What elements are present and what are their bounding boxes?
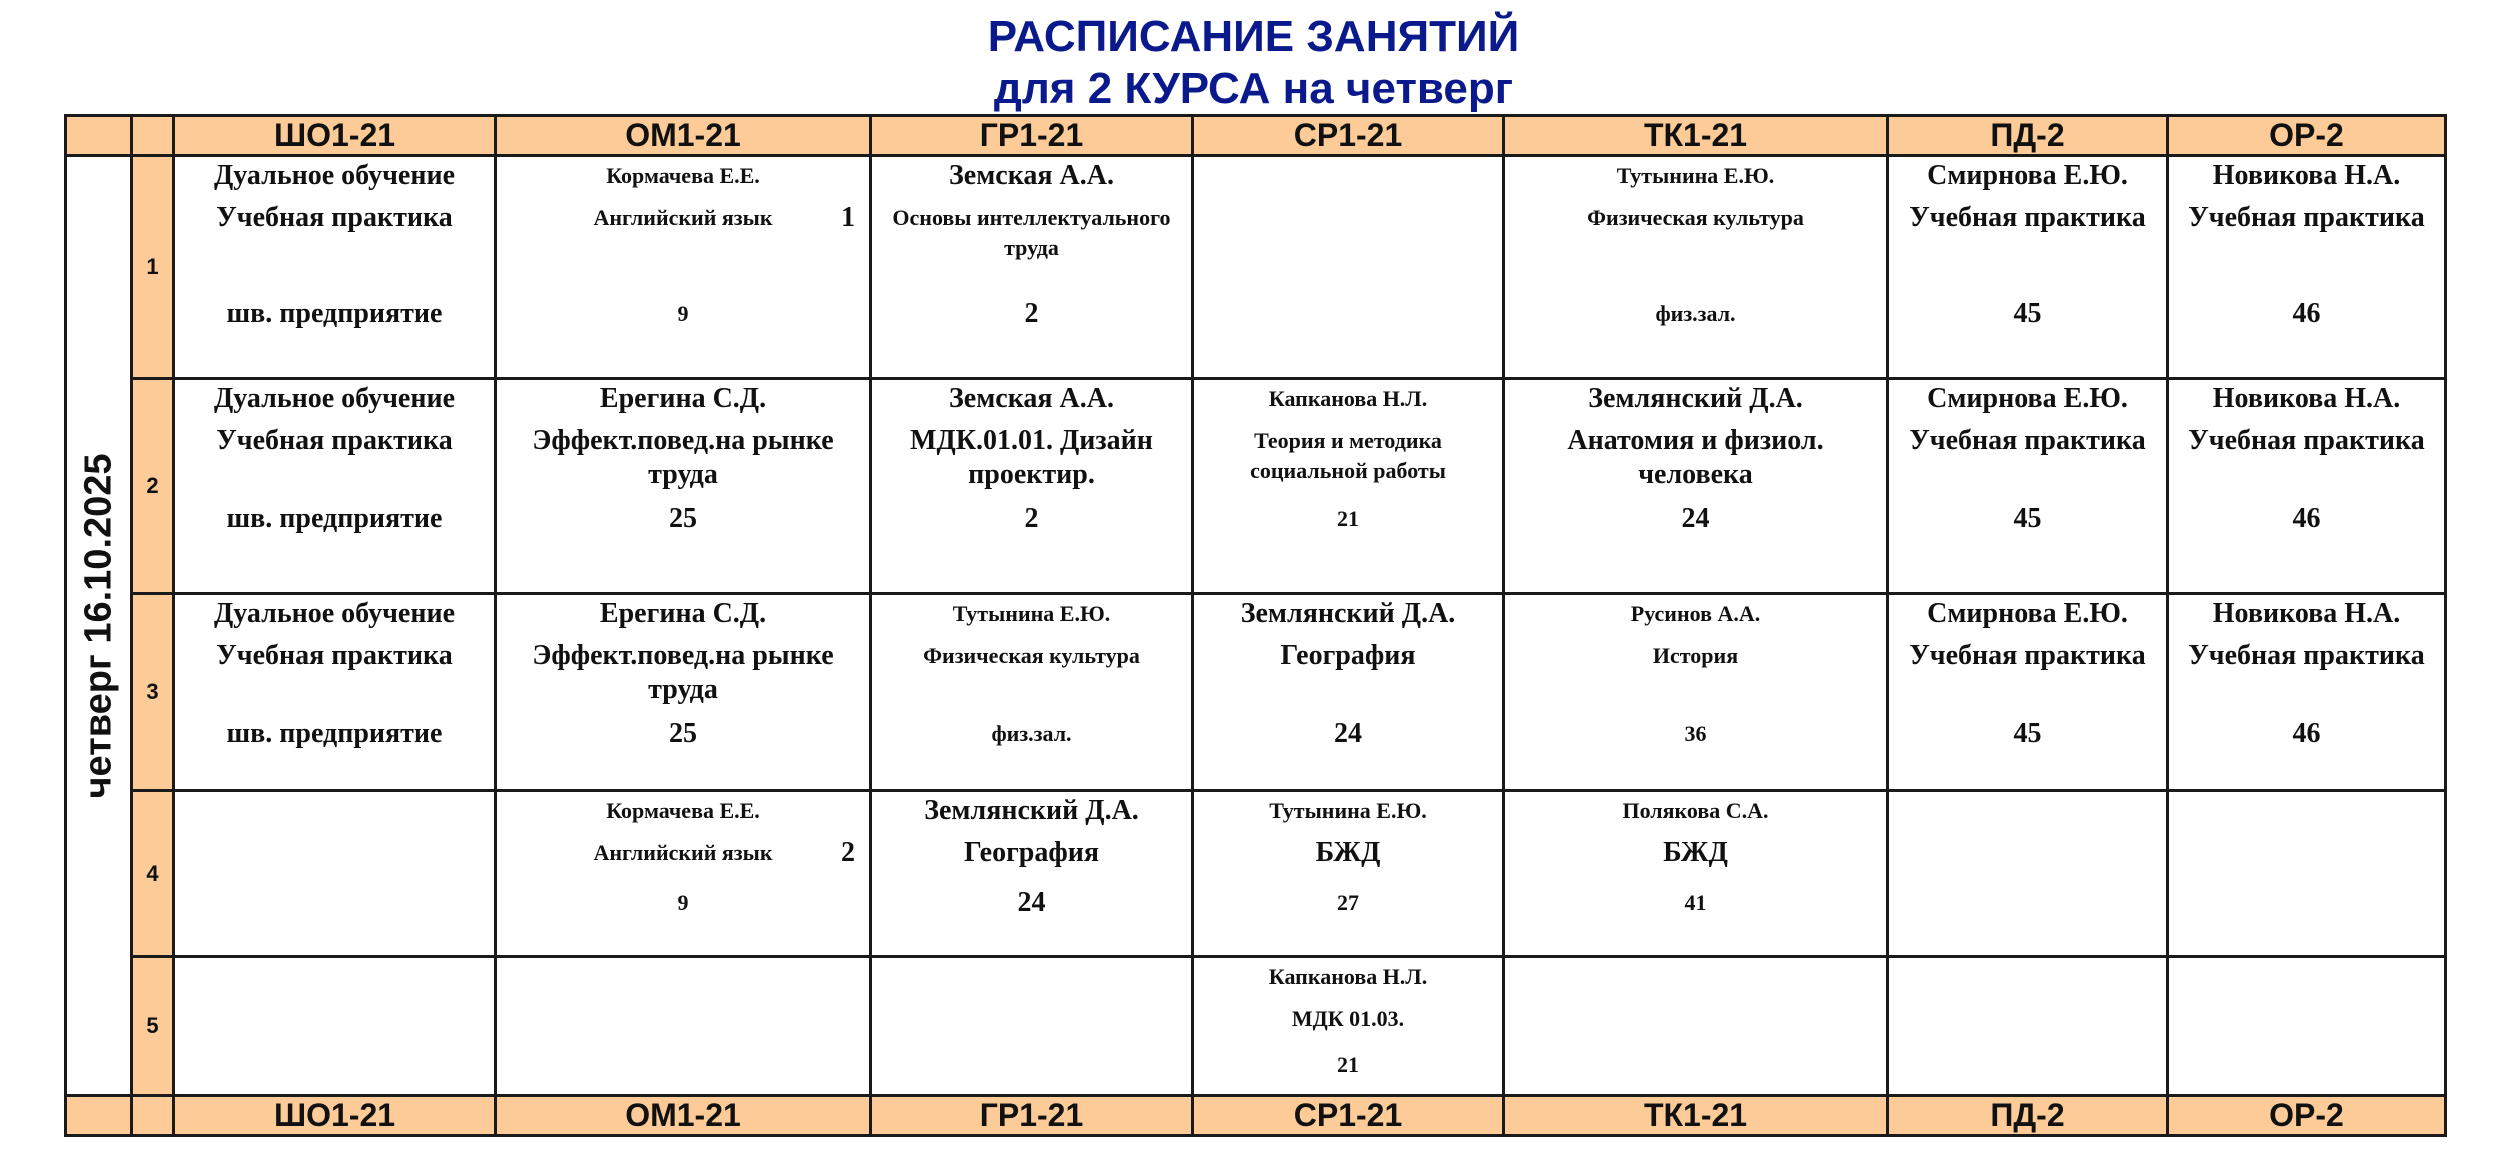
teacher-name: Капканова Н.Л. xyxy=(1268,964,1428,989)
lesson-cell xyxy=(1888,379,2168,594)
lesson-cell xyxy=(1888,594,2168,791)
group-header: ТК1-21 xyxy=(1504,116,1888,156)
lesson-cell xyxy=(496,594,871,791)
period-row xyxy=(66,791,2446,957)
subject-name: География xyxy=(963,837,1100,868)
room-number: 45 xyxy=(2013,718,2042,749)
subject-name: Учебная практика xyxy=(2188,202,2425,233)
room-number: 24 xyxy=(1334,718,1362,749)
lesson-cell xyxy=(1504,791,1888,957)
lesson-cell xyxy=(871,594,1193,791)
teacher-name: Новикова Н.А. xyxy=(2212,160,2401,191)
room-number: 9 xyxy=(677,890,689,915)
day-cell xyxy=(66,156,132,1096)
subject-name: Эффект.повед.на рынке труда xyxy=(532,640,834,705)
teacher-name: Землянский Д.А. xyxy=(924,795,1139,826)
period-row xyxy=(66,379,2446,594)
subject-name: Основы интеллектуального труда xyxy=(892,205,1171,260)
subject-name: Учебная практика xyxy=(1909,425,2146,456)
footer-corner xyxy=(66,1096,132,1136)
teacher-name: Тутынина Е.Ю. xyxy=(1269,798,1427,823)
lesson-cell xyxy=(174,957,496,1096)
period-row xyxy=(66,957,2446,1096)
teacher-name: Дуальное обучение xyxy=(213,383,456,414)
subject-name: Учебная практика xyxy=(216,202,453,233)
schedule-subtitle: для 2 КУРСА на четверг xyxy=(993,64,1514,113)
room-number: 25 xyxy=(669,503,697,534)
group-footer: ПД-2 xyxy=(1888,1096,2168,1136)
room-number: 25 xyxy=(669,718,697,749)
subgroup-badge: 2 xyxy=(841,837,855,868)
lesson-cell xyxy=(174,156,496,379)
teacher-name: Тутынина Е.Ю. xyxy=(952,601,1111,626)
room-number: 46 xyxy=(2292,298,2321,329)
lesson-cell xyxy=(496,156,871,379)
schedule-table xyxy=(64,114,2447,1137)
lesson-cell xyxy=(2168,379,2446,594)
lesson-cell xyxy=(1193,156,1504,379)
teacher-name: Полякова С.А. xyxy=(1622,798,1769,823)
period-number: 3 xyxy=(132,594,174,791)
room-number: 21 xyxy=(1337,1052,1359,1077)
lesson-cell xyxy=(1504,379,1888,594)
teacher-name: Тутынина Е.Ю. xyxy=(1616,163,1775,188)
room-number: 24 xyxy=(1681,503,1710,534)
teacher-name: Землянский Д.А. xyxy=(1240,598,1456,629)
subject-name: Учебная практика xyxy=(216,640,453,671)
subject-name: БЖД xyxy=(1315,837,1381,868)
room-number: 46 xyxy=(2292,503,2321,534)
lesson-cell xyxy=(496,957,871,1096)
teacher-name: Новикова Н.А. xyxy=(2212,383,2401,414)
teacher-name: Ерегина С.Д. xyxy=(599,598,767,629)
subject-name: Анатомия и физиол. человека xyxy=(1567,425,1824,490)
header-corner-period xyxy=(132,116,174,156)
subject-name: Английский язык xyxy=(593,840,773,865)
teacher-name: Русинов А.А. xyxy=(1630,601,1761,626)
subject-name: Английский язык xyxy=(593,205,773,230)
lesson-cell xyxy=(174,379,496,594)
lesson-cell xyxy=(871,379,1193,594)
schedule-title: РАСПИСАНИЕ ЗАНЯТИЙ xyxy=(987,12,1520,61)
lesson-cell xyxy=(871,957,1193,1096)
lesson-cell xyxy=(496,791,871,957)
lesson-cell xyxy=(1888,957,2168,1096)
group-header: ОМ1-21 xyxy=(496,116,871,156)
header-row-top xyxy=(66,116,2446,156)
lesson-cell xyxy=(871,156,1193,379)
group-footer: ГР1-21 xyxy=(871,1096,1193,1136)
teacher-name: Смирнова Е.Ю. xyxy=(1927,598,2128,629)
teacher-name: Новикова Н.А. xyxy=(2212,598,2401,629)
period-number: 4 xyxy=(132,791,174,957)
header-row-bottom xyxy=(66,1096,2446,1136)
lesson-cell xyxy=(496,379,871,594)
group-header: ОР-2 xyxy=(2168,116,2446,156)
period-number: 5 xyxy=(132,957,174,1096)
lesson-cell xyxy=(2168,957,2446,1096)
lesson-cell xyxy=(1193,594,1504,791)
period-row xyxy=(66,594,2446,791)
subject-name: Учебная практика xyxy=(1909,640,2146,671)
room-number: 45 xyxy=(2013,503,2042,534)
room-number: 46 xyxy=(2292,718,2321,749)
teacher-name: Дуальное обучение xyxy=(213,160,456,191)
room-number: физ.зал. xyxy=(991,721,1072,746)
room-number: физ.зал. xyxy=(1655,301,1736,326)
subject-name: Учебная практика xyxy=(2188,640,2425,671)
teacher-name: Земская А.А. xyxy=(948,383,1114,414)
lesson-cell xyxy=(1193,791,1504,957)
lesson-cell xyxy=(1504,156,1888,379)
teacher-name: Кормачева Е.Е. xyxy=(606,798,760,823)
room-number: 45 xyxy=(2013,298,2042,329)
subject-name: Теория и методика социальной работы xyxy=(1250,428,1446,483)
teacher-name: Землянский Д.А. xyxy=(1588,383,1803,414)
room-number: 9 xyxy=(677,301,689,326)
room-number: шв. предприятие xyxy=(226,503,443,534)
lesson-cell xyxy=(174,594,496,791)
room-number: 41 xyxy=(1684,890,1707,915)
teacher-name: Дуальное обучение xyxy=(213,598,456,629)
subject-name: БЖД xyxy=(1663,837,1728,868)
subject-name: Учебная практика xyxy=(216,425,453,456)
subgroup-badge: 1 xyxy=(841,202,855,233)
footer-corner-period xyxy=(132,1096,174,1136)
period-number: 1 xyxy=(132,156,174,379)
teacher-name: Ерегина С.Д. xyxy=(599,383,767,414)
subject-name: Учебная практика xyxy=(2188,425,2425,456)
teacher-name: Смирнова Е.Ю. xyxy=(1927,383,2128,414)
subject-name: История xyxy=(1652,643,1739,668)
subject-name: Эффект.повед.на рынке труда xyxy=(532,425,834,490)
room-number: 21 xyxy=(1337,506,1359,531)
subject-name: МДК 01.03. xyxy=(1291,1006,1405,1031)
room-number: 24 xyxy=(1017,887,1046,918)
group-footer: ТК1-21 xyxy=(1504,1096,1888,1136)
lesson-cell xyxy=(1193,957,1504,1096)
teacher-name: Капканова Н.Л. xyxy=(1268,386,1428,411)
lesson-cell xyxy=(2168,594,2446,791)
period-number: 2 xyxy=(132,379,174,594)
lesson-cell xyxy=(1888,791,2168,957)
group-footer: ОМ1-21 xyxy=(496,1096,871,1136)
room-number: 2 xyxy=(1024,503,1039,534)
subject-name: Учебная практика xyxy=(1909,202,2146,233)
lesson-cell xyxy=(1888,156,2168,379)
lesson-cell xyxy=(1504,957,1888,1096)
lesson-cell xyxy=(174,791,496,957)
room-number: шв. предприятие xyxy=(226,298,443,329)
lesson-cell xyxy=(2168,156,2446,379)
group-header: ГР1-21 xyxy=(871,116,1193,156)
lesson-cell xyxy=(871,791,1193,957)
lesson-cell xyxy=(2168,791,2446,957)
subject-name: География xyxy=(1280,640,1416,671)
room-number: шв. предприятие xyxy=(226,718,443,749)
group-header: СР1-21 xyxy=(1193,116,1504,156)
group-header: ПД-2 xyxy=(1888,116,2168,156)
group-footer: ОР-2 xyxy=(2168,1096,2446,1136)
room-number: 36 xyxy=(1684,721,1707,746)
lesson-cell xyxy=(1193,379,1504,594)
day-label: четверг 16.10.2025 xyxy=(77,452,119,799)
teacher-name: Кормачева Е.Е. xyxy=(606,163,760,188)
subject-name: МДК.01.01. Дизайн проектир. xyxy=(910,425,1153,490)
group-header: ШО1-21 xyxy=(174,116,496,156)
subject-name: Физическая культура xyxy=(1587,205,1804,230)
room-number: 2 xyxy=(1024,298,1039,329)
lesson-cell xyxy=(1504,594,1888,791)
header-corner xyxy=(66,116,132,156)
teacher-name: Земская А.А. xyxy=(948,160,1114,191)
room-number: 27 xyxy=(1337,890,1359,915)
group-footer: СР1-21 xyxy=(1193,1096,1504,1136)
period-row xyxy=(66,156,2446,379)
teacher-name: Смирнова Е.Ю. xyxy=(1927,160,2128,191)
group-footer: ШО1-21 xyxy=(174,1096,496,1136)
subject-name: Физическая культура xyxy=(923,643,1140,668)
